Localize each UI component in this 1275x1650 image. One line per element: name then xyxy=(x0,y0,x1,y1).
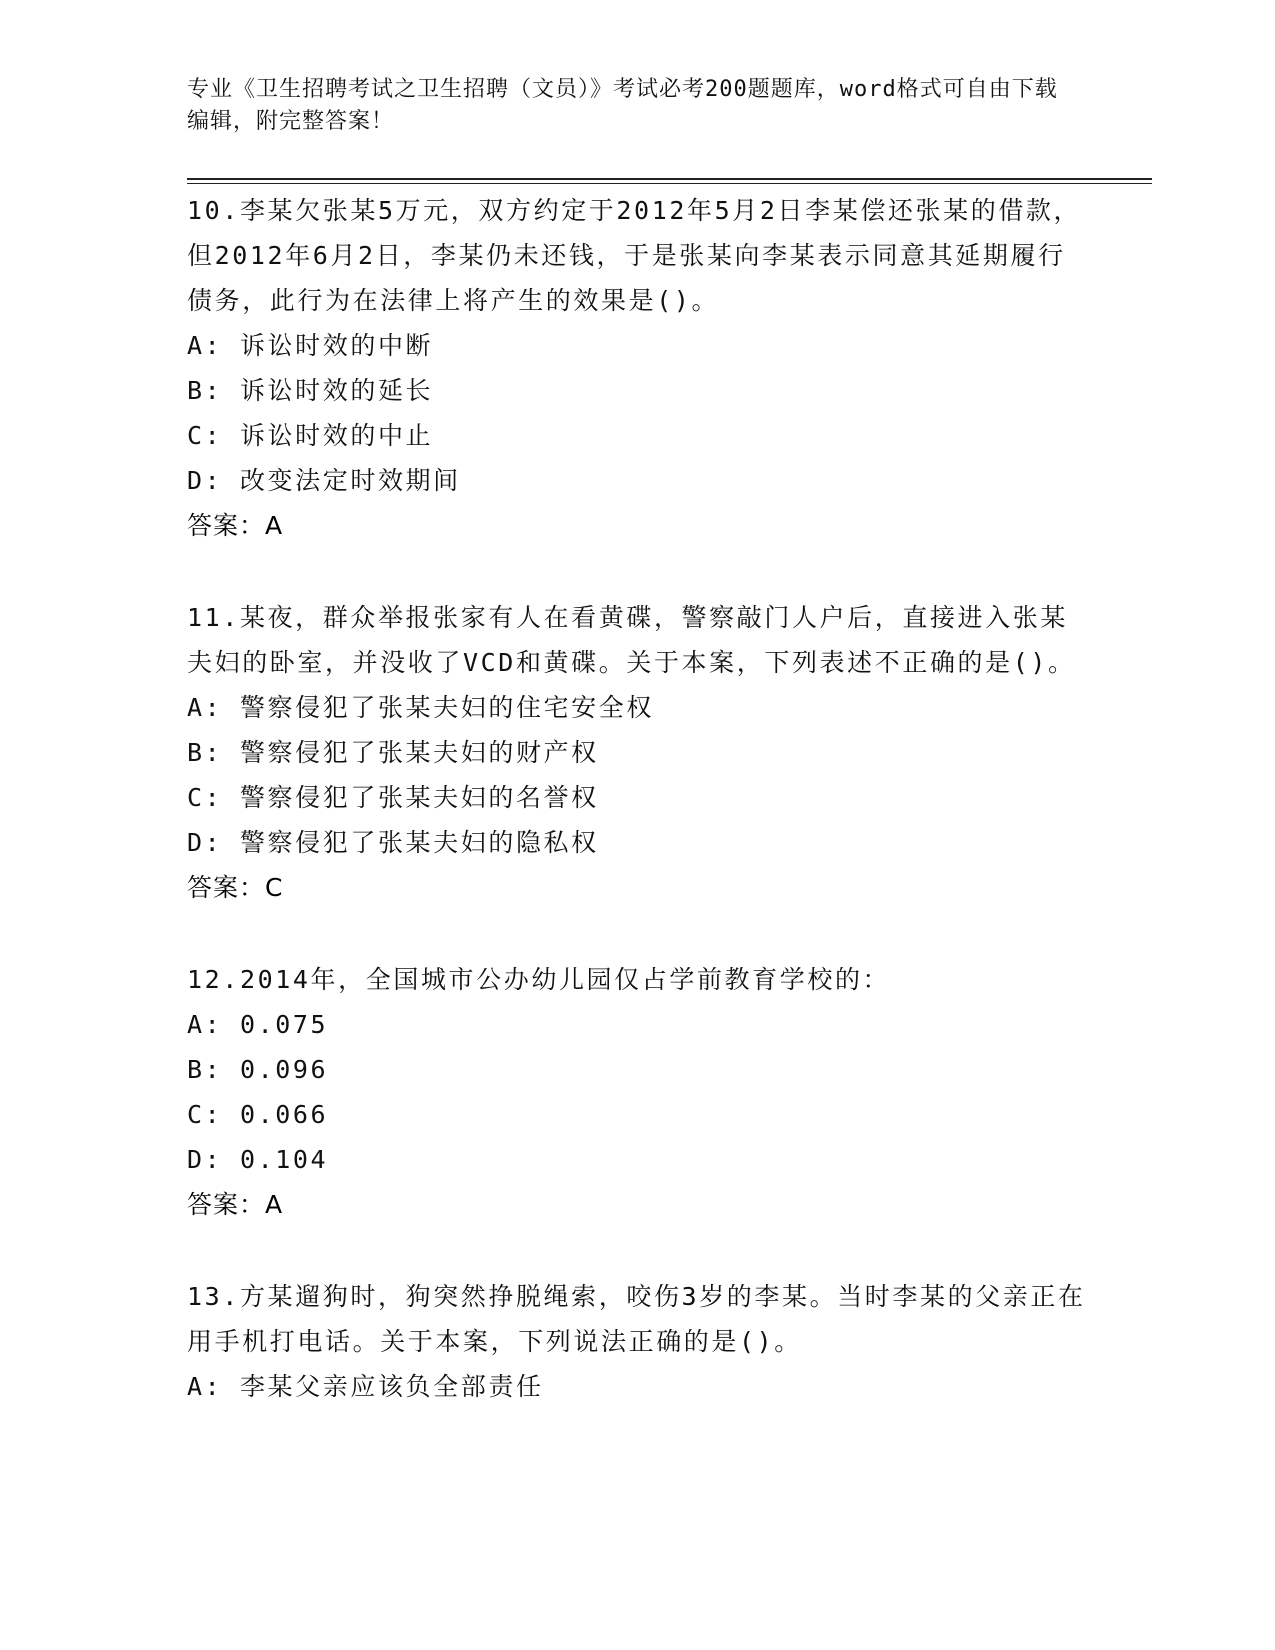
option-a: A: 0.075 xyxy=(187,1010,329,1039)
question-list xyxy=(187,188,1087,1456)
option-b: B: 0.096 xyxy=(187,1055,329,1084)
question-10 xyxy=(187,188,1087,548)
option-c: C: 诉讼时效的中止 xyxy=(187,421,434,450)
option-a: A: 李某父亲应该负全部责任 xyxy=(187,1372,544,1401)
question-text: 12.2014年，全国城市公办幼儿园仅占学前教育学校的： xyxy=(187,965,891,994)
option-b: B: 警察侵犯了张某夫妇的财产权 xyxy=(187,738,599,767)
answer-line: 答案：A xyxy=(187,511,284,540)
option-a: A: 诉讼时效的中断 xyxy=(187,331,434,360)
option-a: A: 警察侵犯了张某夫妇的住宅安全权 xyxy=(187,693,654,722)
header-divider-thin xyxy=(187,183,1152,184)
document-header: 专业《卫生招聘考试之卫生招聘（文员）》考试必考200题题库，word格式可自由下载编辑，附完整答案！ xyxy=(187,77,1058,134)
question-text: 13.方某遛狗时，狗突然挣脱绳索，咬伤3岁的李某。当时李某的父亲正在用手机打电话。关于本案，下列说法正确的是()。 xyxy=(187,1282,1086,1356)
question-text: 10.李某欠张某5万元，双方约定于2012年5月2日李某偿还张某的借款，但2012年6月2日，李某仍未还钱，于是张某向李某表示同意其延期履行债务，此行为在法律上将产生的效果是()。 xyxy=(187,196,1082,315)
answer-line: 答案：A xyxy=(187,1190,284,1219)
answer-line: 答案：C xyxy=(187,873,284,902)
option-c: C: 0.066 xyxy=(187,1100,329,1129)
question-13 xyxy=(187,1274,1087,1409)
option-b: B: 诉讼时效的延长 xyxy=(187,376,434,405)
option-c: C: 警察侵犯了张某夫妇的名誉权 xyxy=(187,783,599,812)
option-d: D: 改变法定时效期间 xyxy=(187,466,461,495)
option-d: D: 0.104 xyxy=(187,1145,329,1174)
question-11 xyxy=(187,595,1087,910)
option-d: D: 警察侵犯了张某夫妇的隐私权 xyxy=(187,828,599,857)
question-12 xyxy=(187,957,1087,1227)
question-text: 11.某夜，群众举报张家有人在看黄碟，警察敲门人户后，直接进入张某夫妇的卧室，并没收了VCD和黄碟。关于本案，下列表述不正确的是()。 xyxy=(187,603,1076,677)
header-divider-thick xyxy=(187,178,1152,180)
